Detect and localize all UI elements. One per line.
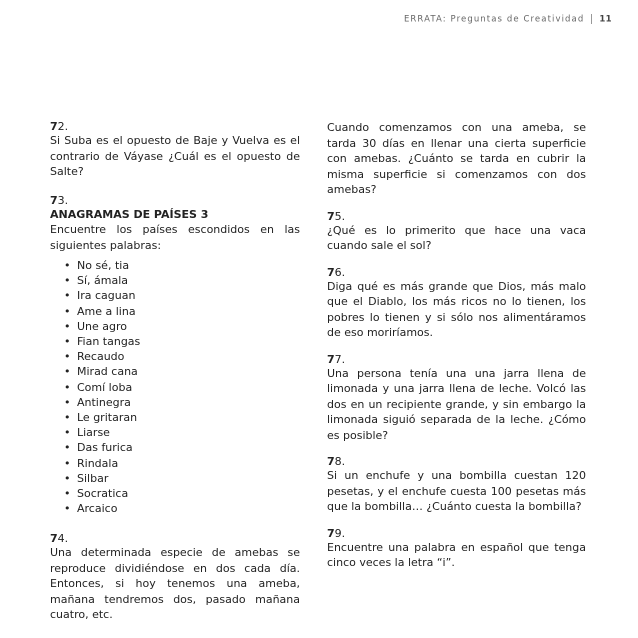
question-75 (327, 210, 586, 254)
list-item: • Ame a lina (64, 304, 300, 319)
question-77 (327, 353, 586, 444)
question-number: 75. (327, 209, 346, 223)
question-78 (327, 455, 586, 515)
running-header (404, 14, 612, 25)
question-number: 76. (327, 265, 346, 279)
question-76 (327, 266, 586, 341)
list-item: • Silbar (64, 471, 300, 486)
list-item: • Comí loba (64, 380, 300, 395)
list-item: • Recaudo (64, 349, 300, 364)
question-79 (327, 527, 586, 571)
question-title: ANAGRAMAS DE PAÍSES 3 (50, 207, 209, 221)
header-divider (591, 14, 592, 24)
question-text: Una determinada especie de amebas se reproduce dividiéndose en dos cada día. Entonces, si hoy tenemos una ameba, mañana tendremos dos, pasado mañana cuatro, etc. (50, 546, 300, 622)
question-text: Encuentre los países escondidos en las siguientes palabras: (50, 223, 300, 252)
question-74-continued (327, 120, 586, 198)
question-text: ¿Qué es lo primerito que hace una vaca cuando sale el sol? (327, 223, 586, 252)
list-item: • No sé, tia (64, 258, 300, 273)
question-text: Encuentre una palabra en español que tenga cinco veces la letra “i”. (327, 540, 586, 569)
question-72 (50, 120, 300, 180)
question-number: 73. (50, 193, 69, 207)
question-number: 77. (327, 352, 346, 366)
list-item: • Ira caguan (64, 288, 300, 303)
question-number: 79. (327, 526, 346, 540)
list-item: • Sí, ámala (64, 273, 300, 288)
page-number: 11 (599, 14, 612, 25)
question-text: Si un enchufe y una bombilla cuestan 120 pesetas, y el enchufe cuesta 100 pesetas más que la bombilla… ¿Cuánto cuesta la bombilla? (327, 469, 586, 513)
list-item: • Arcaico (64, 501, 300, 516)
list-item: • Le gritaran (64, 410, 300, 425)
question-74 (50, 532, 300, 623)
question-text: Si Suba es el opuesto de Baje y Vuelva es el contrario de Váyase ¿Cuál es el opuesto de Salte? (50, 134, 300, 178)
list-item: • Une agro (64, 319, 300, 334)
question-text: Diga qué es más grande que Dios, más malo que el Diablo, los más ricos no lo tienen, los pobres lo tienen y si sólo nos alimentáramos de eso moriríamos. (327, 279, 586, 339)
question-73 (50, 194, 300, 517)
list-item: • Fian tangas (64, 334, 300, 349)
book-title: ERRATA: Preguntas de Creatividad (403, 14, 585, 25)
anagram-list (50, 258, 300, 516)
question-number: 72. (50, 120, 69, 133)
list-item: • Socratica (64, 486, 300, 501)
list-item: • Rindala (64, 456, 300, 471)
list-item: • Das furica (64, 440, 300, 455)
question-text: Cuando comenzamos con una ameba, se tarda 30 días en llenar una cierta superficie con amebas. ¿Cuánto se tarda en cubrir la misma superficie si comenzamos con dos amebas? (327, 121, 586, 196)
list-item: • Mirad cana (64, 364, 300, 379)
question-text: Una persona tenía una una jarra llena de limonada y una jarra llena de leche. Volcó las dos en un recipiente grande, y sin embargo la limonada siguió separada de la leche. ¿Cómo es posible? (327, 366, 586, 442)
right-column (327, 120, 586, 571)
list-item: • Antinegra (64, 395, 300, 410)
left-column (50, 120, 300, 623)
question-number: 74. (50, 532, 69, 546)
list-item: • Liarse (64, 425, 300, 440)
question-number: 78. (327, 455, 346, 468)
